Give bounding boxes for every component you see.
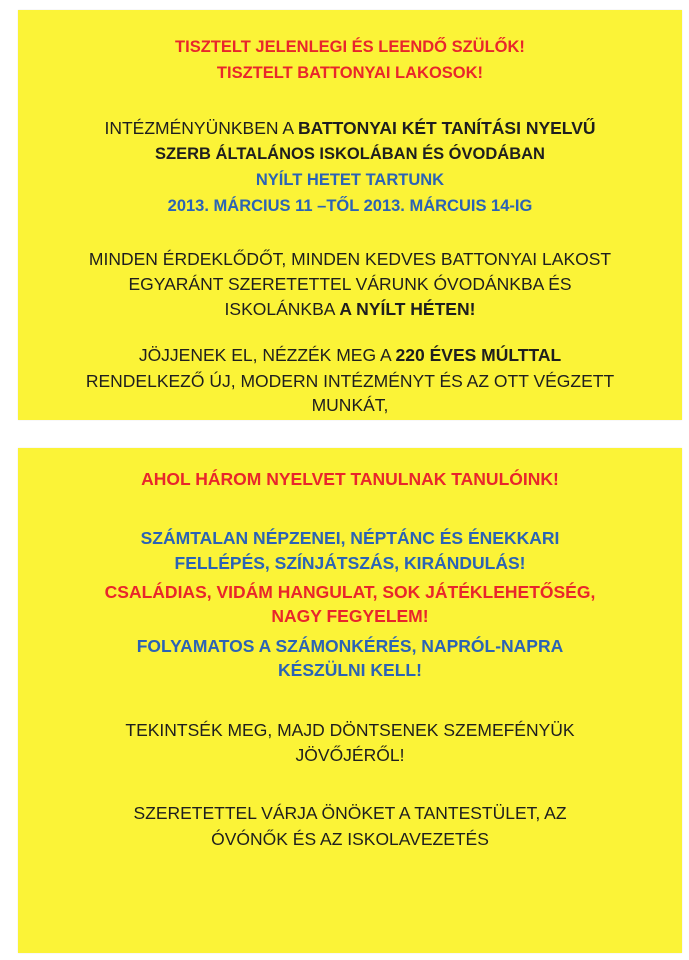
closing-line-2: ÓVÓNŐK ÉS AZ ISKOLAVEZETÉS (211, 829, 489, 849)
school-name: SZERB ÁLTALÁNOS ISKOLÁBAN ÉS ÓVODÁBAN (155, 145, 545, 163)
decide-line-1: TEKINTSÉK MEG, MAJD DÖNTSENEK SZEMEFÉNYÜK (125, 720, 575, 740)
closing-line-1: SZERETETTEL VÁRJA ÖNÖKET A TANTESTÜLET, AZ (133, 803, 567, 823)
bottom-flyer-card (18, 448, 682, 953)
come-line-3: MUNKÁT, (311, 395, 389, 415)
greeting-residents: TISZTELT BATTONYAI LAKOSOK! (216, 64, 484, 82)
open-week-dates: 2013. MÁRCIUS 11 –TŐL 2013. MÁRCUIS 14-IG (167, 197, 533, 215)
family-line-2: NAGY FEGYELEM! (271, 606, 429, 626)
invite-line-2: EGYARÁNT SZERETETTEL VÁRUNK ÓVODÁNKBA ÉS (128, 274, 572, 294)
family-line-1: CSALÁDIAS, VIDÁM HANGULAT, SOK JÁTÉKLEHETŐSÉG, (104, 582, 596, 602)
come-bold: 220 ÉVES MÚLTTAL (395, 345, 562, 365)
come-plain: JÖJJENEK EL, NÉZZÉK MEG A (138, 345, 396, 365)
intro-bold: BATTONYAI KÉT TANÍTÁSI NYELVŰ (297, 118, 596, 138)
come-line-1 (18, 344, 682, 366)
greeting-parents: TISZTELT JELENLEGI ÉS LEENDŐ SZÜLŐK! (175, 38, 525, 56)
open-week: NYÍLT HETET TARTUNK (255, 171, 445, 189)
intro-plain: INTÉZMÉNYÜNKBEN A (104, 118, 298, 138)
assessment-line-2: KÉSZÜLNI KELL! (278, 660, 422, 680)
assessment-line-1: FOLYAMATOS A SZÁMONKÉRÉS, NAPRÓL-NAPRA (136, 636, 564, 656)
intro-line (18, 117, 682, 139)
activities-line-2: FELLÉPÉS, SZÍNJÁTSZÁS, KIRÁNDULÁS! (174, 553, 526, 573)
top-flyer-card (18, 10, 682, 420)
three-languages: AHOL HÁROM NYELVET TANULNAK TANULÓINK! (141, 469, 559, 489)
activities-line-1: SZÁMTALAN NÉPZENEI, NÉPTÁNC ÉS ÉNEKKARI (140, 528, 560, 548)
decide-line-2: JÖVŐJÉRŐL! (295, 745, 405, 765)
invite-line-3 (18, 298, 682, 320)
invite-bold: A NYÍLT HÉTEN! (339, 299, 476, 319)
invite-plain: ISKOLÁNKBA (224, 299, 340, 319)
invite-line-1: MINDEN ÉRDEKLŐDŐT, MINDEN KEDVES BATTONYAI LAKOST (88, 249, 612, 269)
come-line-2: RENDELKEZŐ ÚJ, MODERN INTÉZMÉNYT ÉS AZ OTT VÉGZETT (85, 371, 615, 391)
